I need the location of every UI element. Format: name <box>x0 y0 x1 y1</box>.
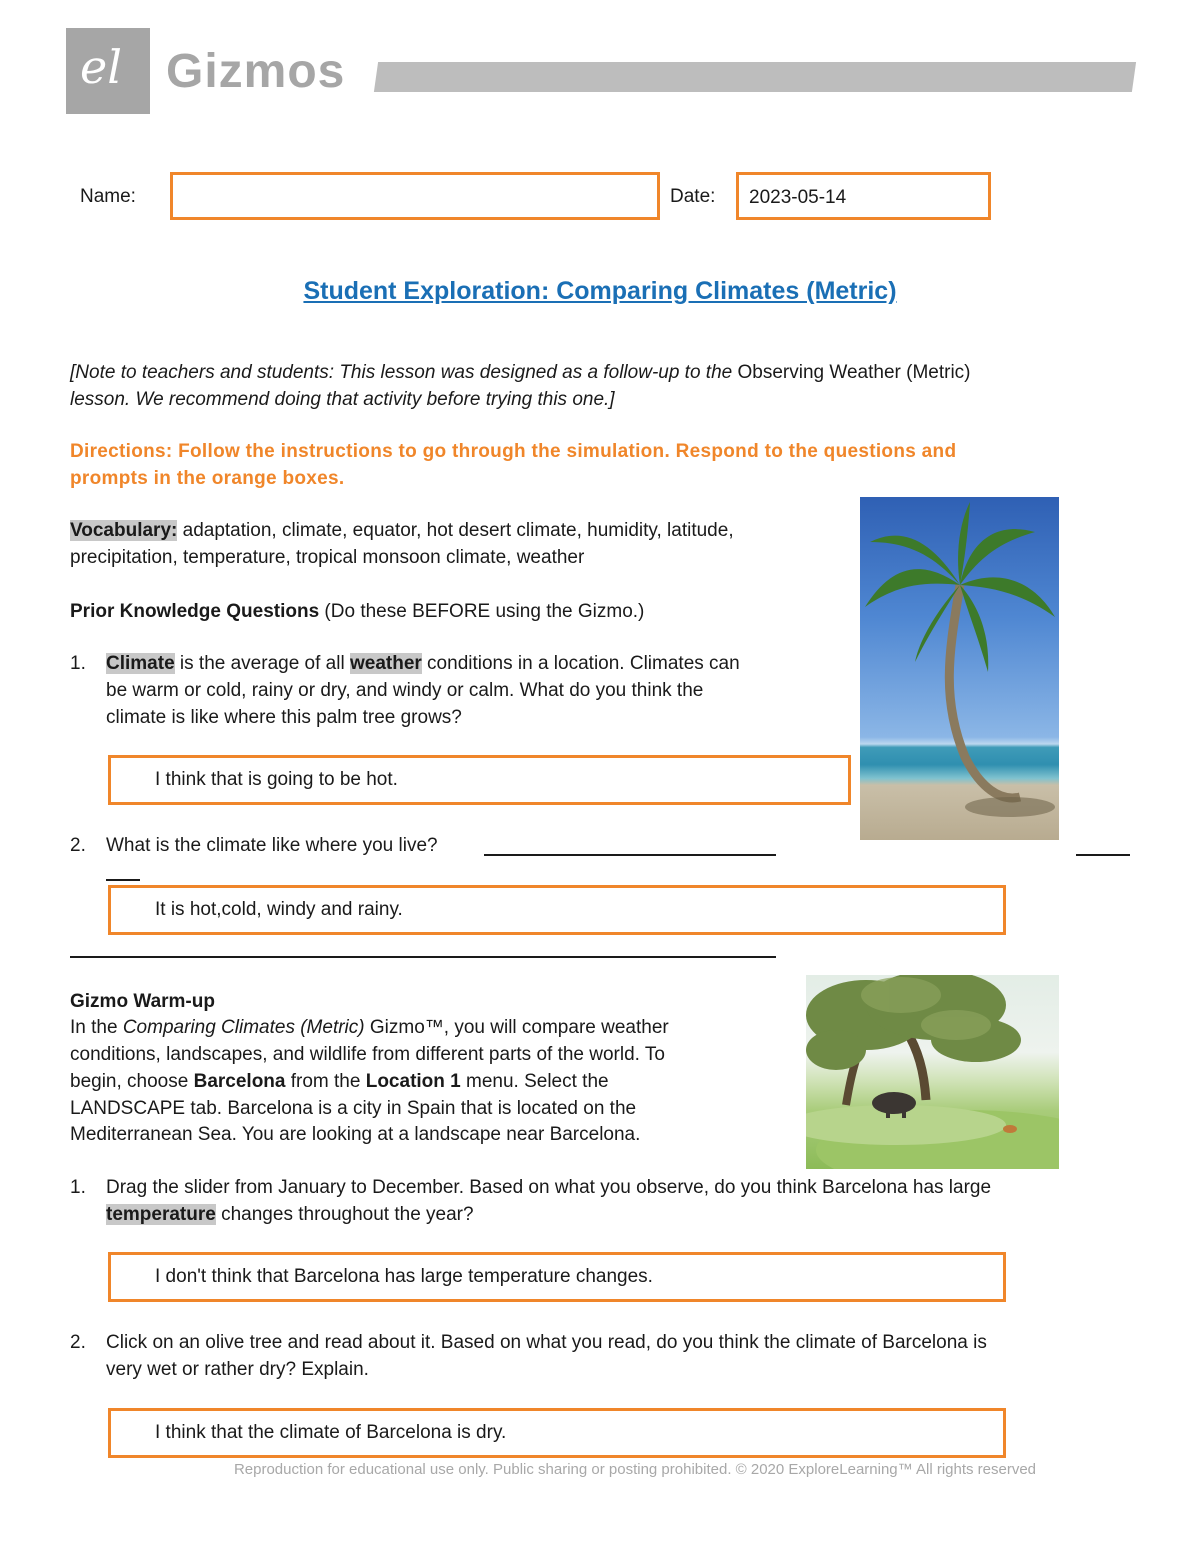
answer-line <box>1076 854 1130 856</box>
term-climate: Climate <box>106 653 175 674</box>
page-title: Student Exploration: Comparing Climates (Metric) <box>303 277 897 305</box>
note-lesson-name: Observing Weather (Metric) <box>737 362 971 383</box>
name-field[interactable] <box>170 172 660 220</box>
gizmo-name: Comparing Climates (Metric) <box>122 1017 365 1038</box>
warmup-text: from the <box>285 1071 366 1092</box>
header-bar <box>374 62 1136 92</box>
warmup-q1-line-1: Drag the slider from January to December. Based on what you observe, do you think Barcelona has large <box>106 1177 992 1198</box>
note-line-2: lesson. We recommend doing that activity before trying this one.] <box>70 389 615 410</box>
question-number: 2. <box>70 835 86 856</box>
name-label: Name: <box>80 186 136 207</box>
answer-text: I think that is going to be hot. <box>155 769 398 790</box>
logo-mark-text: el <box>80 40 122 94</box>
warmup-line-2: conditions, landscapes, and wildlife from different parts of the world. To <box>70 1044 665 1065</box>
prior-q1-line-1 <box>106 650 740 677</box>
note-text: [Note to teachers and students: This lesson was designed as a follow-up to the <box>70 362 738 383</box>
barcelona-landscape-image <box>806 975 1059 1169</box>
warmup-text: begin, choose <box>70 1071 194 1092</box>
warmup-q1-line-2 <box>106 1201 474 1228</box>
prior-heading-text: Prior Knowledge Questions <box>70 601 320 622</box>
logo-text: Gizmos <box>166 45 346 98</box>
answer-text: I don't think that Barcelona has large temperature changes. <box>155 1266 653 1287</box>
answer-box[interactable] <box>108 1252 1006 1302</box>
palm-tree-illustration <box>860 497 1059 840</box>
location-1-menu: Location 1 <box>365 1071 461 1092</box>
answer-box[interactable] <box>108 885 1006 935</box>
answer-text: It is hot,cold, windy and rainy. <box>155 899 403 920</box>
term-weather: weather <box>349 653 422 674</box>
logo-mark <box>66 28 150 114</box>
prior-q1-line-3: climate is like where this palm tree grows? <box>106 707 462 728</box>
warmup-line-1 <box>70 1014 669 1041</box>
footer-text: Reproduction for educational use only. Public sharing or posting prohibited. © 2020 ExploreLearning™ All rights reserved <box>233 1461 1037 1478</box>
vocabulary-terms-1: adaptation, climate, equator, hot desert climate, humidity, latitude, <box>177 520 734 541</box>
warmup-q2-line-1: Click on an olive tree and read about it. Based on what you read, do you think the climate of Barcelona is <box>106 1332 987 1353</box>
directions-line-2: prompts in the orange boxes. <box>70 468 345 489</box>
vocabulary-line-1 <box>70 517 734 544</box>
term-temperature: temperature <box>106 1204 216 1225</box>
warmup-line-5: Mediterranean Sea. You are looking at a landscape near Barcelona. <box>70 1124 641 1145</box>
location-barcelona: Barcelona <box>193 1071 286 1092</box>
answer-box[interactable] <box>108 755 851 805</box>
answer-box[interactable] <box>108 1408 1006 1458</box>
landscape-illustration <box>806 975 1059 1169</box>
date-field[interactable] <box>736 172 991 220</box>
warmup-heading: Gizmo Warm-up <box>70 991 215 1012</box>
prior-q2-text: What is the climate like where you live? <box>106 835 438 856</box>
vocabulary-label: Vocabulary: <box>70 520 178 541</box>
palm-tree-image <box>860 497 1059 840</box>
answer-text: I think that the climate of Barcelona is dry. <box>155 1422 507 1443</box>
prior-q1-text-a: is the average of all <box>174 653 350 674</box>
prior-q1-text-b: conditions in a location. Climates can <box>421 653 740 674</box>
prior-subtitle: (Do these BEFORE using the Gizmo.) <box>319 601 645 622</box>
directions-line-1: Directions: Follow the instructions to go through the simulation. Respond to the questions and <box>70 441 957 462</box>
answer-line <box>484 854 776 856</box>
warmup-text: In the <box>70 1017 123 1038</box>
vocabulary-line-2: precipitation, temperature, tropical monsoon climate, weather <box>70 547 585 568</box>
question-number: 1. <box>70 1177 86 1198</box>
warmup-line-4: LANDSCAPE tab. Barcelona is a city in Spain that is located on the <box>70 1098 637 1119</box>
warmup-text: Gizmo™, you will compare weather <box>364 1017 669 1038</box>
warmup-q1-text: changes throughout the year? <box>215 1204 474 1225</box>
question-number: 1. <box>70 653 86 674</box>
date-label: Date: <box>670 186 716 207</box>
prior-knowledge-heading <box>70 598 644 625</box>
question-number: 2. <box>70 1332 86 1353</box>
section-divider <box>70 956 776 958</box>
warmup-q2-line-2: very wet or rather dry? Explain. <box>106 1359 369 1380</box>
note-line-1 <box>70 359 971 386</box>
warmup-text: menu. Select the <box>460 1071 609 1092</box>
warmup-line-3 <box>70 1068 609 1095</box>
prior-q1-line-2: be warm or cold, rainy or dry, and windy or calm. What do you think the <box>106 680 704 701</box>
date-value: 2023-05-14 <box>749 187 847 208</box>
answer-line <box>106 879 140 881</box>
